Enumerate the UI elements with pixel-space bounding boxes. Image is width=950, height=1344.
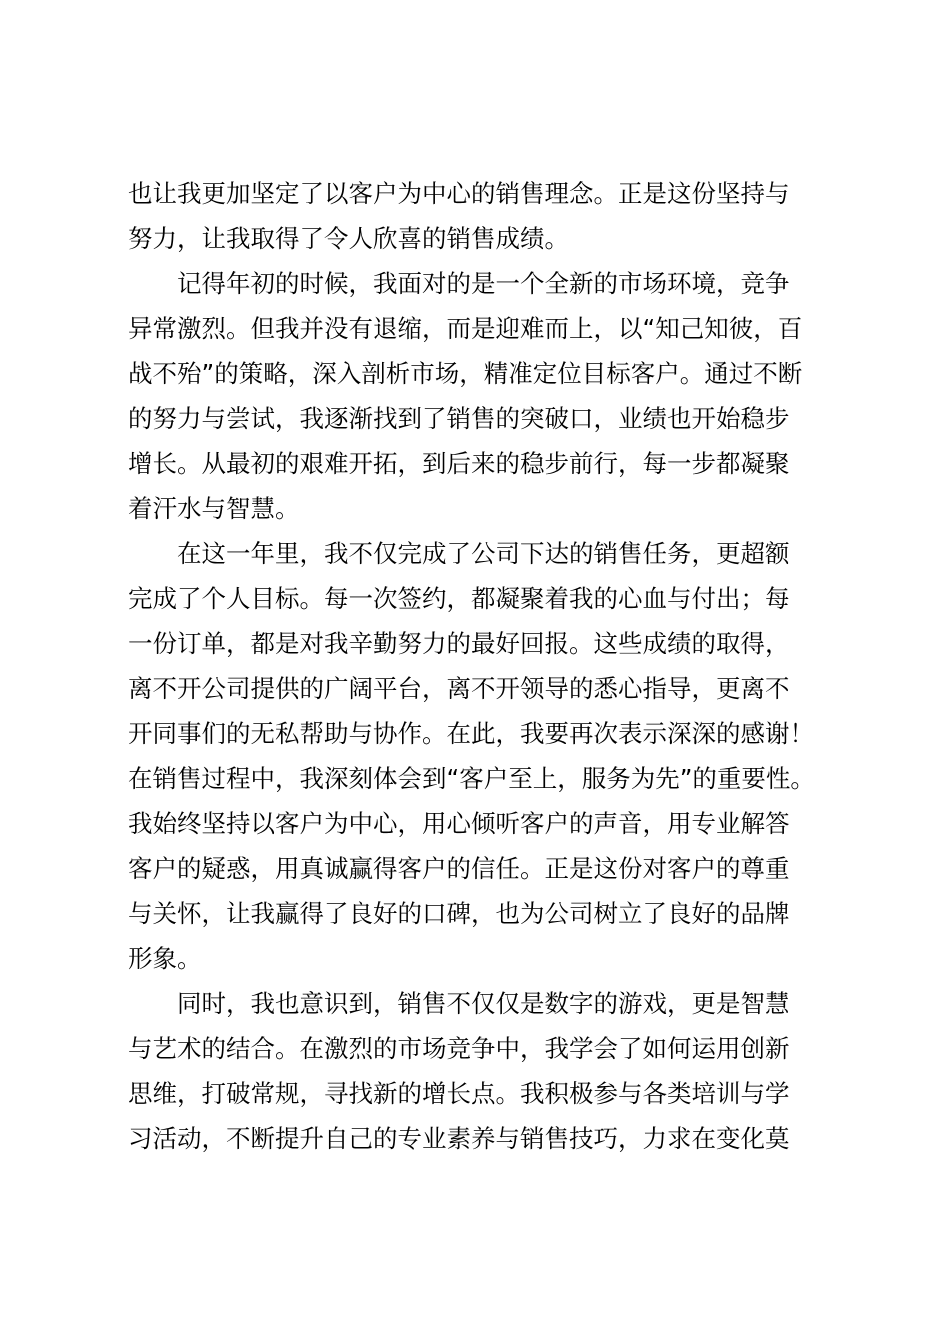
text-line: 增长。从最初的艰难开拓，到后来的稳步前行，每一步都凝聚 (128, 449, 790, 478)
text-line: 战不殆”的策略，深入剖析市场，精准定位目标客户。通过不断 (128, 359, 803, 388)
text-line: 客户的疑惑，用真诚赢得客户的信任。正是这份对客户的尊重 (128, 854, 790, 883)
text-line: 我始终坚持以客户为中心，用心倾听客户的声音，用专业解答 (128, 809, 790, 838)
text-line: 异常激烈。但我并没有退缩，而是迎难而上，以“知己知彼，百 (128, 314, 803, 343)
text-line: 与关怀，让我赢得了良好的口碑，也为公司树立了良好的品牌 (128, 899, 790, 928)
text-line: 在这一年里，我不仅完成了公司下达的销售任务，更超额 (128, 539, 790, 568)
text-line: 思维，打破常规，寻找新的增长点。我积极参与各类培训与学 (128, 1079, 790, 1108)
text-line: 完成了个人目标。每一次签约，都凝聚着我的心血与付出；每 (128, 584, 790, 613)
text-line: 努力，让我取得了令人欣喜的销售成绩。 (128, 224, 569, 253)
text-line: 记得年初的时候，我面对的是一个全新的市场环境，竞争 (128, 269, 790, 298)
text-line: 与艺术的结合。在激烈的市场竞争中，我学会了如何运用创新 (128, 1034, 790, 1063)
text-line: 着汗水与智慧。 (128, 494, 300, 523)
text-line: 在销售过程中，我深刻体会到“客户至上，服务为先”的重要性。 (128, 764, 815, 793)
text-line: 习活动，不断提升自己的专业素养与销售技巧，力求在变化莫 (128, 1124, 790, 1153)
text-line: 同时，我也意识到，销售不仅仅是数字的游戏，更是智慧 (128, 989, 790, 1018)
text-line: 一份订单，都是对我辛勤努力的最好回报。这些成绩的取得， (128, 629, 790, 658)
text-line: 也让我更加坚定了以客户为中心的销售理念。正是这份坚持与 (128, 179, 790, 208)
text-line: 形象。 (128, 944, 202, 973)
text-line: 开同事们的无私帮助与协作。在此，我要再次表示深深的感谢！ (128, 719, 814, 748)
text-line: 的努力与尝试，我逐渐找到了销售的突破口，业绩也开始稳步 (128, 404, 790, 433)
text-line: 离不开公司提供的广阔平台，离不开领导的悉心指导，更离不 (128, 674, 790, 703)
